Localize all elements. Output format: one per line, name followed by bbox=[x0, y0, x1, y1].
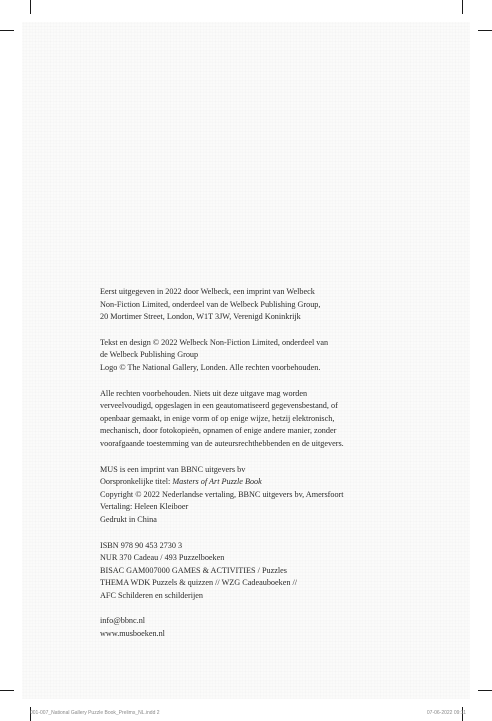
copyright-line: de Welbeck Publishing Group bbox=[100, 350, 199, 360]
slug-file-name: 001-007_National Gallery Puzzle Book_Prelims_NL.indd 2 bbox=[30, 710, 160, 716]
imprint-line: MUS is een imprint van BBNC uitgevers bv bbox=[100, 464, 246, 474]
crop-mark-top-right-vertical bbox=[462, 0, 463, 14]
original-title-label: Oorspronkelijke titel: bbox=[100, 477, 173, 487]
email-link[interactable]: info@bbnc.nl bbox=[100, 616, 146, 626]
rights-line: voorafgaande toestemming van de auteursrechthebbenden en de uitgevers. bbox=[100, 438, 344, 448]
crop-mark-bottom-left-horizontal bbox=[0, 690, 14, 691]
crop-mark-bottom-right-horizontal bbox=[478, 690, 492, 691]
rights-line: mechanisch, door fotokopieën, opnamen of enige andere manier, zonder bbox=[100, 426, 337, 436]
slug-timestamp: 07-06-2022 09:11 bbox=[426, 710, 466, 716]
bisac-line: BISAC GAM007000 GAMES & ACTIVITIES / Puzzles bbox=[100, 565, 287, 575]
website-link[interactable]: www.musboeken.nl bbox=[100, 629, 165, 639]
rights-block bbox=[100, 388, 390, 451]
isbn-line: ISBN 978 90 453 2730 3 bbox=[100, 540, 183, 550]
rights-line: openbaar gemaakt, in enige vorm of op enige wijze, hetzij elektronisch, bbox=[100, 413, 335, 423]
thema-line: AFC Schilderen en schilderijen bbox=[100, 590, 204, 600]
publication-line: 20 Mortimer Street, London, W1T 3JW, Verenigd Koninkrijk bbox=[100, 312, 301, 322]
copyright-line: Logo © The National Gallery, Londen. Alle rechten voorbehouden. bbox=[100, 362, 321, 372]
original-title-line bbox=[100, 476, 390, 489]
crop-mark-top-right-horizontal bbox=[478, 30, 492, 31]
publication-block bbox=[100, 286, 390, 324]
copyright-line: Tekst en design © 2022 Welbeck Non-Fiction Limited, onderdeel van bbox=[100, 337, 329, 347]
translation-copyright-line: Copyright © 2022 Nederlandse vertaling, BBNC uitgevers bv, Amersfoort bbox=[100, 489, 344, 499]
codes-block bbox=[100, 540, 390, 603]
edition-block bbox=[100, 464, 390, 527]
publication-line: Non-Fiction Limited, onderdeel van de Welbeck Publishing Group, bbox=[100, 299, 321, 309]
colophon bbox=[100, 286, 390, 641]
crop-mark-top-left-vertical bbox=[30, 0, 31, 14]
publication-line: Eerst uitgegeven in 2022 door Welbeck, een imprint van Welbeck bbox=[100, 287, 315, 296]
original-title: Masters of Art Puzzle Book bbox=[172, 477, 262, 487]
thema-line: THEMA WDK Puzzels & quizzen // WZG Cadeauboeken // bbox=[100, 578, 298, 588]
nur-line: NUR 370 Cadeau / 493 Puzzelboeken bbox=[100, 553, 225, 563]
rights-line: Alle rechten voorbehouden. Niets uit deze uitgave mag worden bbox=[100, 388, 308, 398]
translator-line: Vertaling: Heleen Kleiboer bbox=[100, 502, 189, 512]
copyright-block bbox=[100, 337, 390, 375]
contact-block bbox=[100, 615, 390, 640]
crop-mark-top-left-horizontal bbox=[0, 30, 14, 31]
printed-line: Gedrukt in China bbox=[100, 514, 157, 524]
rights-line: verveelvoudigd, opgeslagen in een geautomatiseerd gegevensbestand, of bbox=[100, 401, 338, 411]
